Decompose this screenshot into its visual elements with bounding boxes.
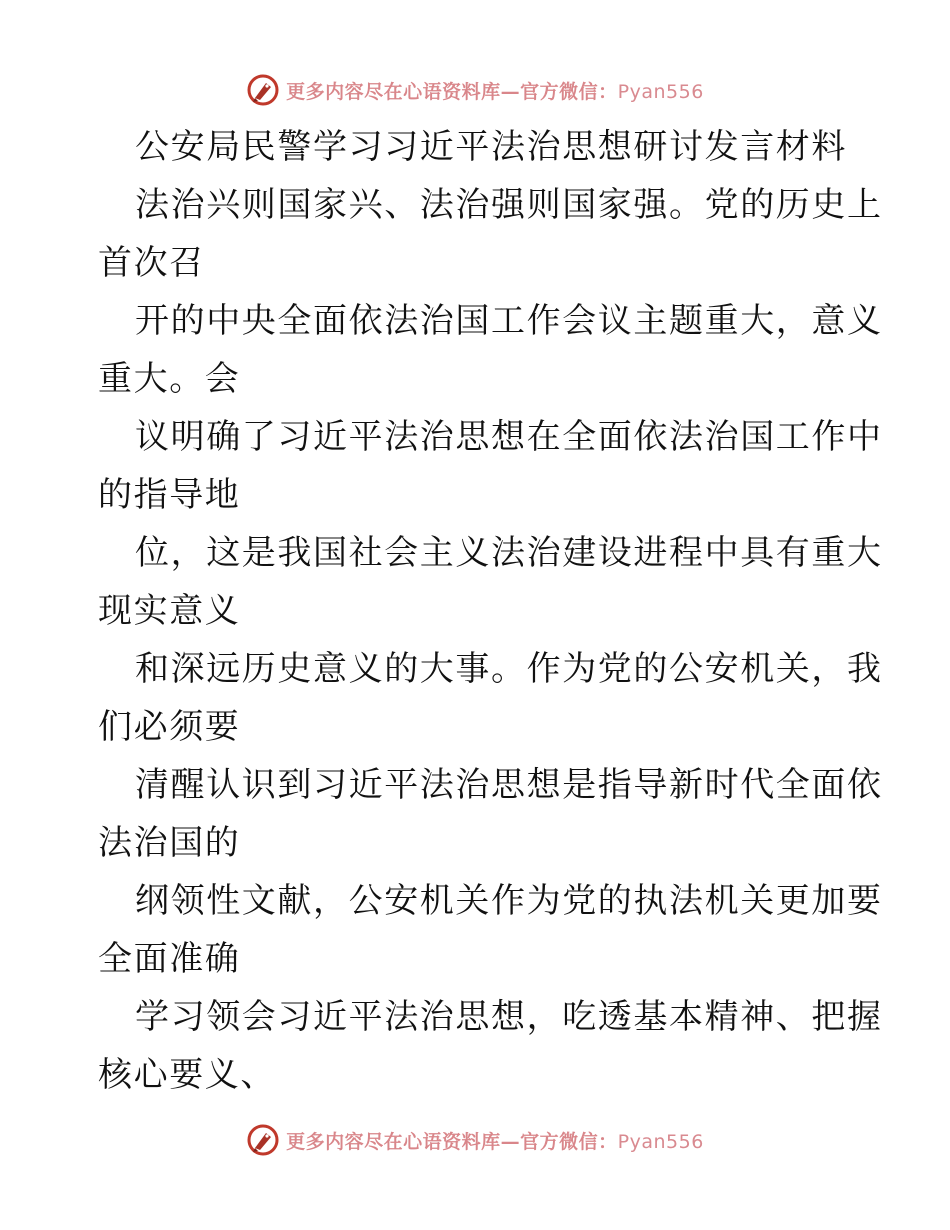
watermark-wechat-id: Pyan556 <box>617 1130 704 1153</box>
paragraph-line: 纲领性文献，公安机关作为党的执法机关更加要 <box>135 881 883 921</box>
footer-watermark <box>0 1120 950 1160</box>
pen-nib-logo-icon <box>246 1123 280 1157</box>
paragraph-line: 重大。会 <box>98 359 241 399</box>
watermark-label: 更多内容尽在心语资料库—官方微信： <box>286 1130 618 1153</box>
paragraph-line: 全面准确 <box>98 939 241 979</box>
paragraph-line: 现实意义 <box>98 591 241 631</box>
watermark-label: 更多内容尽在心语资料库—官方微信： <box>286 80 618 103</box>
watermark-text <box>286 1127 704 1154</box>
paragraph-line: 法治兴则国家兴、法治强则国家强。党的历史上 <box>135 185 883 225</box>
document-title: 公安局民警学习习近平法治思想研讨发言材料 <box>135 127 847 167</box>
pen-nib-logo-icon <box>246 73 280 107</box>
paragraph-line: 们必须要 <box>98 707 241 747</box>
paragraph-line: 的指导地 <box>98 475 241 515</box>
paragraph-line: 清醒认识到习近平法治思想是指导新时代全面依 <box>135 765 883 805</box>
header-watermark <box>0 70 950 110</box>
paragraph-line: 开的中央全面依法治国工作会议主题重大，意义 <box>135 301 883 341</box>
paragraph-line: 位，这是我国社会主义法治建设进程中具有重大 <box>135 533 883 573</box>
paragraph-line: 和深远历史意义的大事。作为党的公安机关，我 <box>135 649 883 689</box>
paragraph-line: 法治国的 <box>98 823 241 863</box>
watermark-text <box>286 77 704 104</box>
paragraph-line: 首次召 <box>98 243 205 283</box>
paragraph-line: 学习领会习近平法治思想，吃透基本精神、把握 <box>135 997 883 1037</box>
paragraph-line: 议明确了习近平法治思想在全面依法治国工作中 <box>135 417 883 457</box>
paragraph-line: 核心要义、 <box>98 1055 276 1095</box>
watermark-wechat-id: Pyan556 <box>617 80 704 103</box>
